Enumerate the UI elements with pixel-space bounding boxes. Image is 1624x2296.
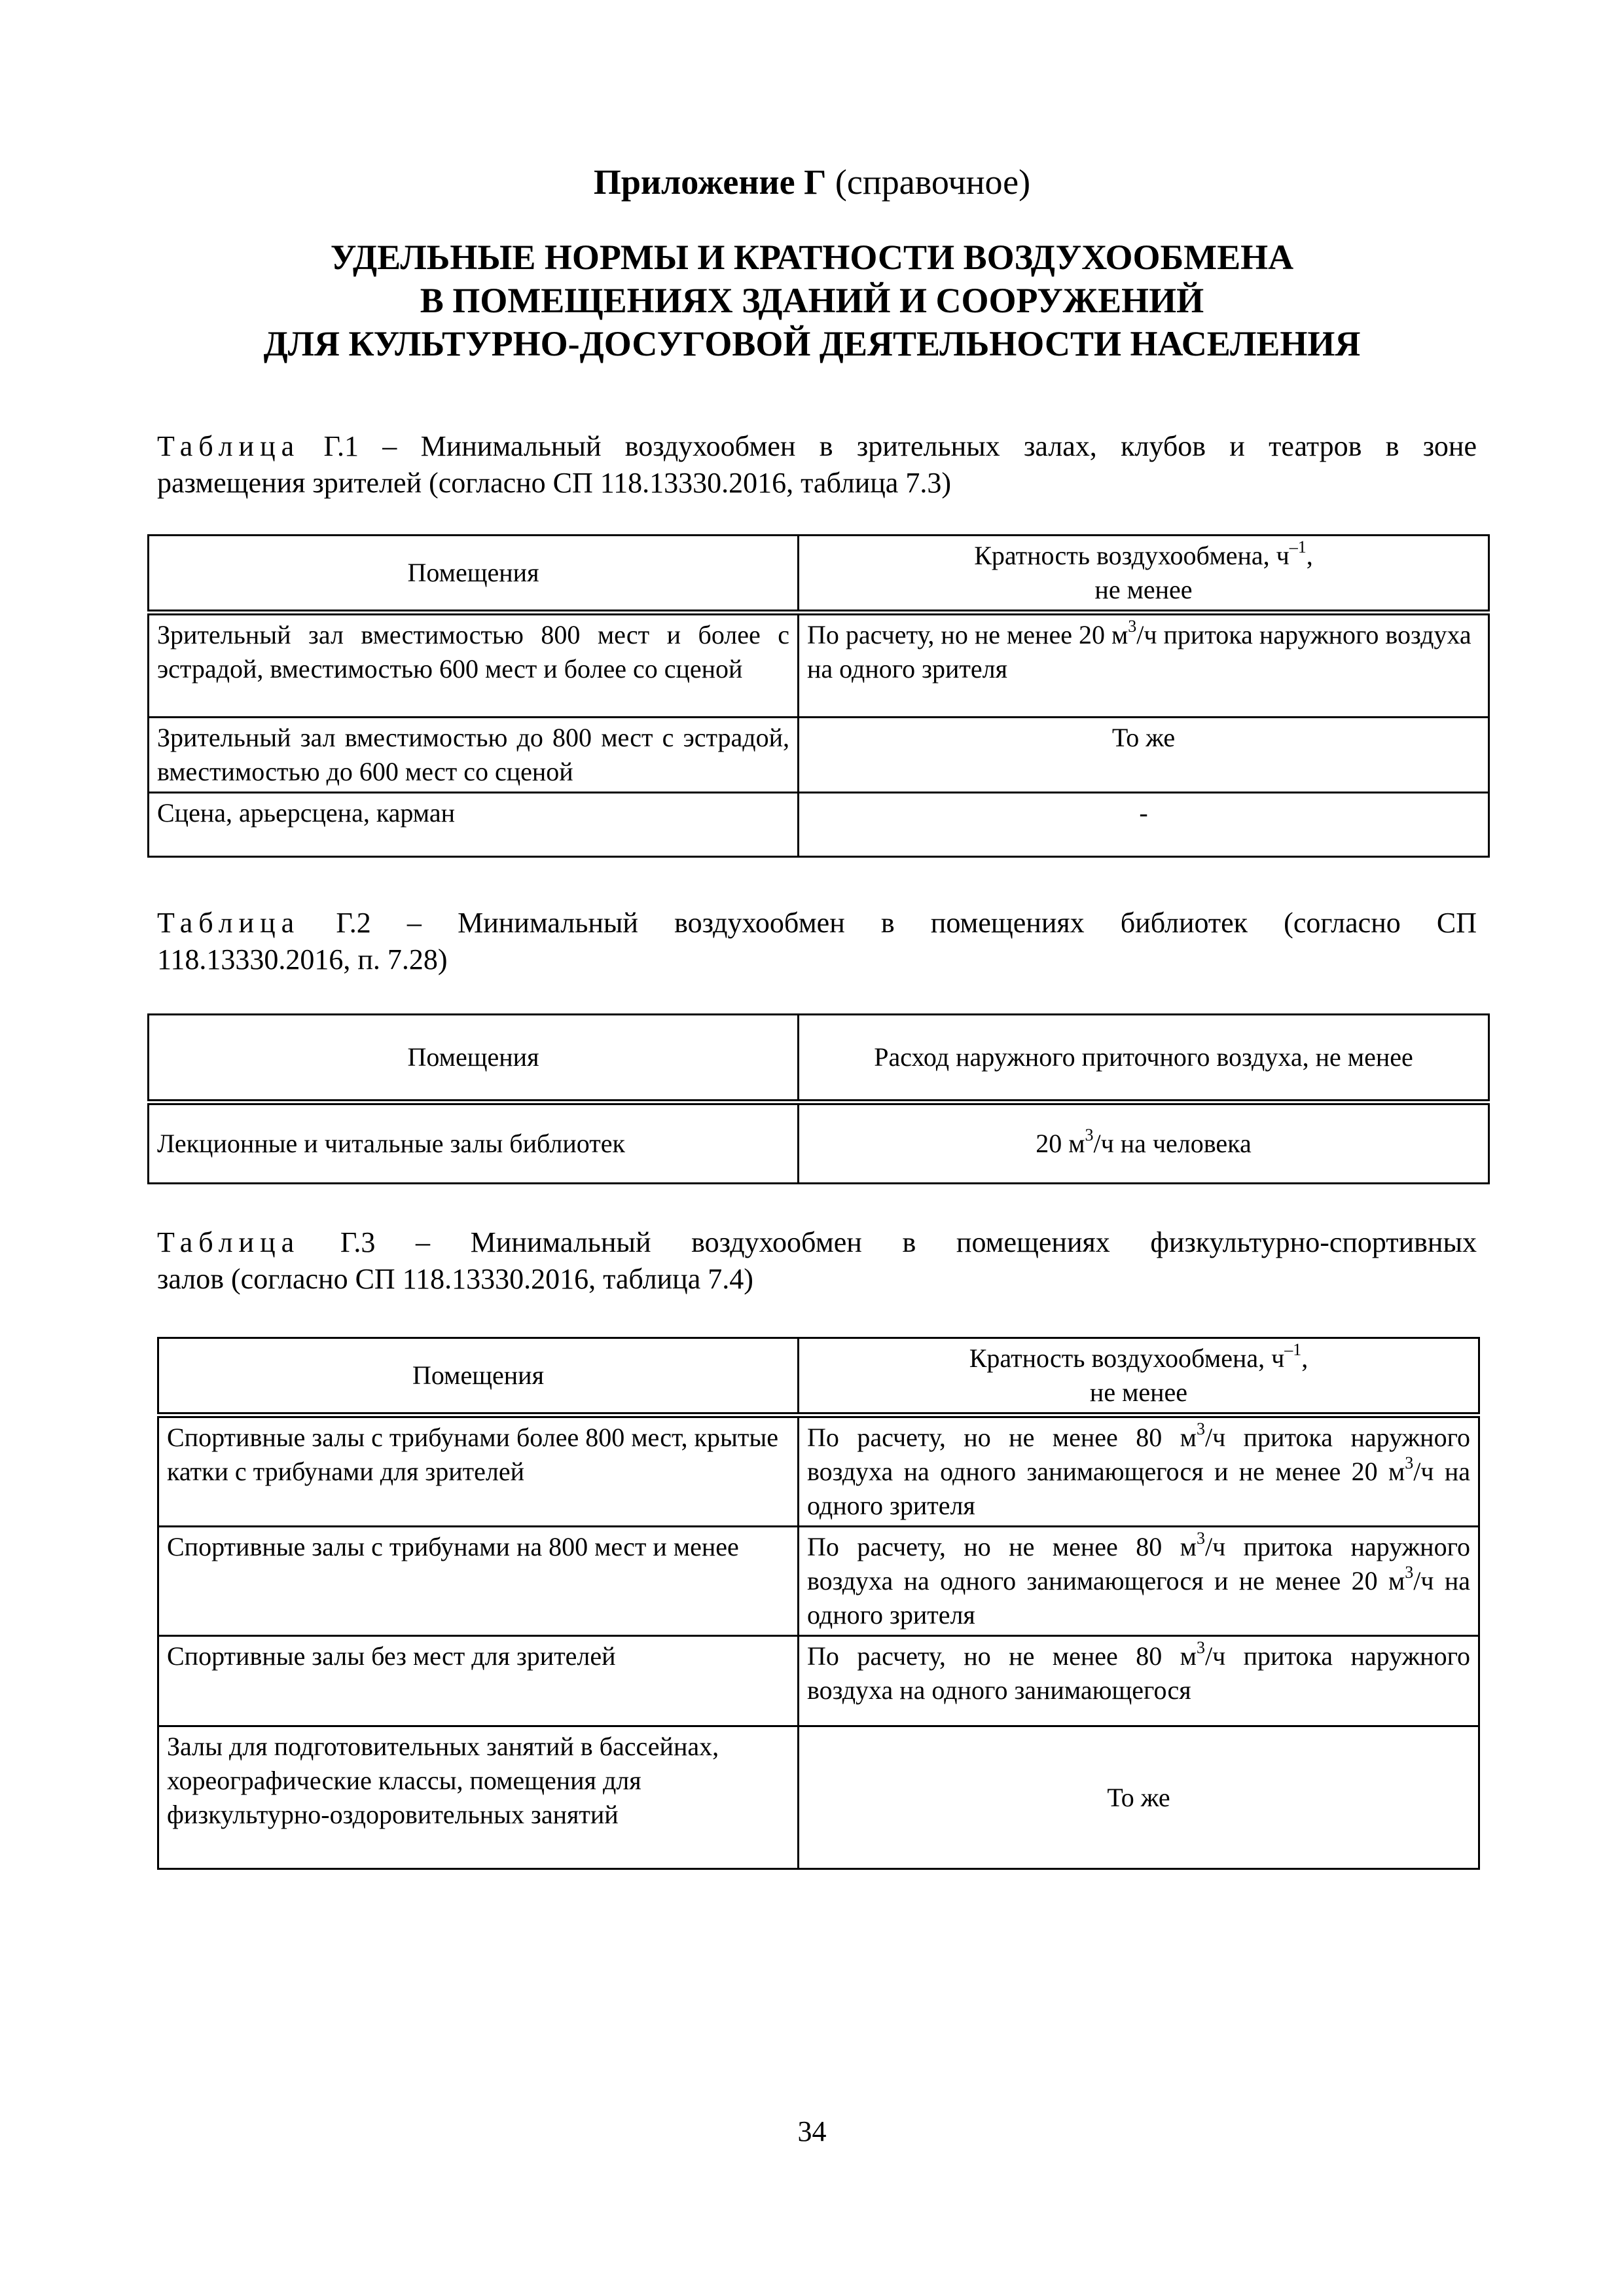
value-cell: То же — [799, 718, 1489, 793]
value-cell: По расчету, но не менее 80 $м^3/ч$ притока наружного воздуха на одного занимающегося и не менее 20 $м^3/ч$ на одного зрителя — [799, 1415, 1479, 1527]
table-row — [158, 1527, 1479, 1636]
table-row — [158, 1636, 1479, 1726]
header-cell-rate: Кратность воздухообмена, $ч^{-1}$, не менее — [799, 536, 1489, 613]
table-g3 — [157, 1337, 1480, 1870]
main-title — [0, 236, 1624, 365]
room-cell: Спортивные залы с трибунами более 800 мест, крытые катки с трибунами для зрителей — [158, 1415, 799, 1527]
caption-text: залов (согласно СП 118.13330.2016, таблица 7.4) — [157, 1263, 753, 1295]
table-header-row — [149, 536, 1489, 613]
table-g1 — [147, 534, 1490, 858]
caption-word: Таблица — [157, 907, 300, 939]
room-cell: Спортивные залы с трибунами на 800 мест и менее — [158, 1527, 799, 1636]
main-title-line: В ПОМЕЩЕНИЯХ ЗДАНИЙ И СООРУЖЕНИЙ — [420, 281, 1204, 320]
table-row — [149, 1102, 1489, 1184]
value-cell: 20 $м^3/ч$ на человека — [799, 1102, 1489, 1184]
value-cell: По расчету, но не менее 80 $м^3/ч$ притока наружного воздуха на одного занимающегося и не менее 20 $м^3/ч$ на одного зрителя — [799, 1527, 1479, 1636]
room-cell: Сцена, арьерсцена, карман — [149, 793, 799, 857]
room-cell: Зрительный зал вместимостью 800 мест и более с эстрадой, вместимостью 600 мест и более со сценой — [149, 613, 799, 718]
appendix-label: Приложение Г — [593, 162, 827, 202]
value-cell: По расчету, но не менее 80 $м^3/ч$ притока наружного воздуха на одного занимающегося — [799, 1636, 1479, 1726]
header-cell-rooms: Помещения — [149, 1015, 799, 1102]
caption-text: размещения зрителей (согласно СП 118.13330.2016, таблица 7.3) — [157, 467, 951, 499]
table-row — [158, 1726, 1479, 1869]
room-cell: Спортивные залы без мест для зрителей — [158, 1636, 799, 1726]
table-row — [158, 1415, 1479, 1527]
table-row — [149, 613, 1489, 718]
header-cell-rooms: Помещения — [149, 536, 799, 613]
table-g2 — [147, 1013, 1490, 1184]
room-cell: Лекционные и читальные залы библиотек — [149, 1102, 799, 1184]
caption-text: 118.13330.2016, п. 7.28) — [157, 943, 448, 975]
caption-word: Таблица — [157, 430, 300, 462]
value-cell: - — [799, 793, 1489, 857]
appendix-note: (справочное) — [835, 162, 1031, 202]
page-number: 34 — [797, 2115, 827, 2147]
value-cell: То же — [799, 1726, 1479, 1869]
main-title-line: УДЕЛЬНЫЕ НОРМЫ И КРАТНОСТИ ВОЗДУХООБМЕНА — [330, 238, 1294, 277]
room-cell: Зрительный зал вместимостью до 800 мест с эстрадой, вместимостью до 600 мест со сценой — [149, 718, 799, 793]
table-g2-caption — [157, 905, 1477, 978]
appendix-heading — [0, 161, 1624, 203]
header-cell-rooms: Помещения — [158, 1338, 799, 1415]
table-header-row — [149, 1015, 1489, 1102]
table-header-row — [158, 1338, 1479, 1415]
value-cell: По расчету, но не менее 20 $м^3/ч$ притока наружного воздуха на одного зрителя — [799, 613, 1489, 718]
caption-text: Г.3 – Минимальный воздухообмен в помещениях физкультурно-спортивных — [300, 1226, 1477, 1258]
caption-word: Таблица — [157, 1226, 300, 1258]
header-cell-flow: Расход наружного приточного воздуха, не менее — [799, 1015, 1489, 1102]
room-cell: Залы для подготовительных занятий в бассейнах, хореографические классы, помещения для физкультурно-оздоровительных занятий — [158, 1726, 799, 1869]
table-row — [149, 793, 1489, 857]
caption-text: Г.1 – Минимальный воздухообмен в зрительных залах, клубов и театров в зоне — [300, 430, 1477, 462]
caption-text: Г.2 – Минимальный воздухообмен в помещениях библиотек (согласно СП — [300, 907, 1477, 939]
table-row — [149, 718, 1489, 793]
header-cell-rate: Кратность воздухообмена, $ч^{-1}$, не менее — [799, 1338, 1479, 1415]
main-title-line: ДЛЯ КУЛЬТУРНО-ДОСУГОВОЙ ДЕЯТЕЛЬНОСТИ НАСЕЛЕНИЯ — [263, 324, 1361, 363]
table-g3-caption — [157, 1224, 1477, 1298]
table-g1-caption — [157, 428, 1477, 501]
